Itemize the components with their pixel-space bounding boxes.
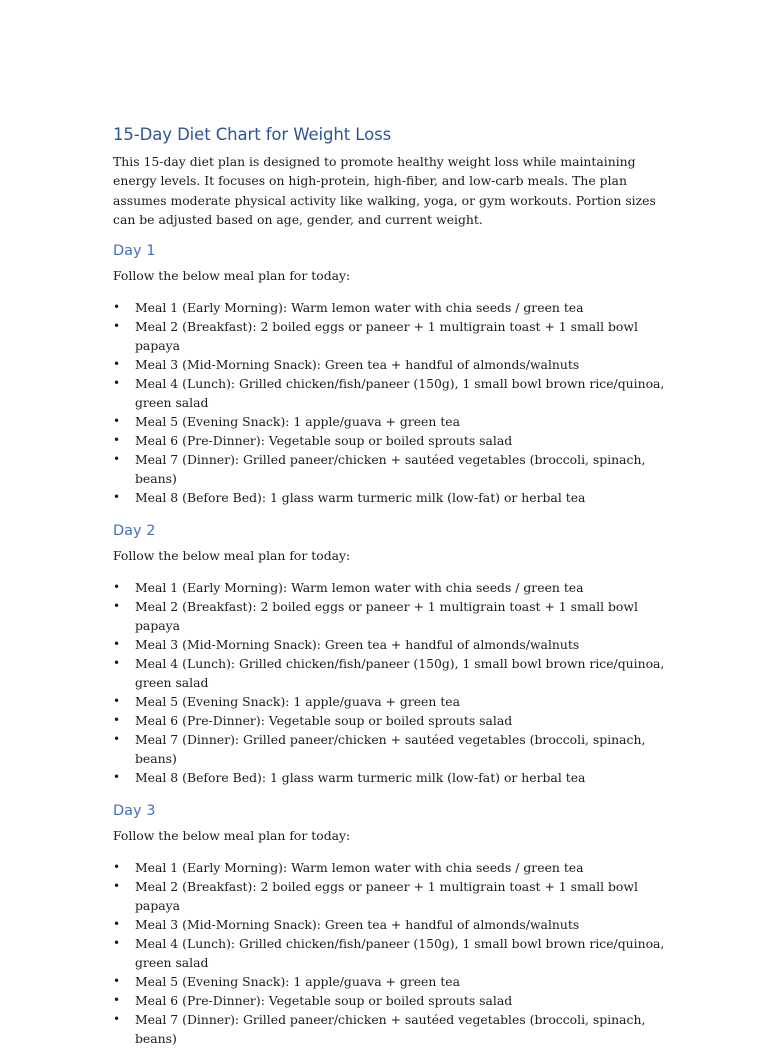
bullet-icon: • [113,414,121,429]
meal-text: Meal 8 (Before Bed): 1 glass warm turmeric milk (low-fat) or herbal tea [135,490,586,506]
bullet-icon: • [113,319,121,334]
list-item [113,597,673,635]
list-item [113,317,673,355]
meal-text: Meal 4 (Lunch): Grilled chicken/fish/paneer (150g), 1 small bowl brown rice/quinoa, green salad [135,656,665,691]
day-section-3 [113,801,673,1048]
list-item [113,972,673,991]
meal-text: Meal 8 (Before Bed): 1 glass warm turmeric milk (low-fat) or herbal tea [135,770,586,786]
bullet-icon: • [113,637,121,652]
meal-text: Meal 2 (Breakfast): 2 boiled eggs or paneer + 1 multigrain toast + 1 small bowl papaya [135,879,638,914]
meal-text: Meal 3 (Mid-Morning Snack): Green tea + handful of almonds/walnuts [135,357,580,373]
list-item [113,915,673,934]
bullet-icon: • [113,713,121,728]
meal-text: Meal 7 (Dinner): Grilled paneer/chicken + sautéed vegetables (broccoli, spinach, beans) [135,1012,646,1047]
bullet-icon: • [113,376,121,391]
intro-paragraph: This 15-day diet plan is designed to promote healthy weight loss while maintaining energy levels. It focuses on high-protein, high-fiber, and low-carb meals. The plan assumes moderate physical activity like walking, yoga, or gym workouts. Portion sizes can be adjusted based on age, gender, and current weight. [113,154,656,227]
meal-text: Meal 7 (Dinner): Grilled paneer/chicken + sautéed vegetables (broccoli, spinach, beans) [135,452,646,487]
list-item [113,692,673,711]
day-intro: Follow the below meal plan for today: [113,548,351,564]
list-item [113,711,673,730]
bullet-icon: • [113,1012,121,1027]
bullet-icon: • [113,936,121,951]
list-item [113,768,673,787]
meal-text: Meal 1 (Early Morning): Warm lemon water with chia seeds / green tea [135,300,584,316]
day-heading: Day 1 [113,243,156,260]
list-item [113,578,673,597]
meal-text: Meal 1 (Early Morning): Warm lemon water with chia seeds / green tea [135,580,584,596]
list-item [113,1010,673,1048]
meal-text: Meal 4 (Lunch): Grilled chicken/fish/paneer (150g), 1 small bowl brown rice/quinoa, green salad [135,376,665,411]
bullet-icon: • [113,599,121,614]
meal-text: Meal 6 (Pre-Dinner): Vegetable soup or boiled sprouts salad [135,433,513,449]
meal-text: Meal 5 (Evening Snack): 1 apple/guava + green tea [135,414,461,430]
bullet-icon: • [113,770,121,785]
day-section-2 [113,521,673,787]
day-intro: Follow the below meal plan for today: [113,828,351,844]
list-item [113,877,673,915]
bullet-icon: • [113,300,121,315]
meal-text: Meal 3 (Mid-Morning Snack): Green tea + handful of almonds/walnuts [135,917,580,933]
bullet-icon: • [113,433,121,448]
list-item [113,858,673,877]
meal-text: Meal 6 (Pre-Dinner): Vegetable soup or boiled sprouts salad [135,993,513,1009]
meal-text: Meal 2 (Breakfast): 2 boiled eggs or paneer + 1 multigrain toast + 1 small bowl papaya [135,599,638,634]
bullet-icon: • [113,694,121,709]
day-section-1 [113,241,673,507]
meal-text: Meal 3 (Mid-Morning Snack): Green tea + handful of almonds/walnuts [135,637,580,653]
list-item [113,730,673,768]
day-heading: Day 2 [113,523,156,540]
meal-text: Meal 7 (Dinner): Grilled paneer/chicken + sautéed vegetables (broccoli, spinach, beans) [135,732,646,767]
meal-list [113,578,673,787]
meal-text: Meal 1 (Early Morning): Warm lemon water with chia seeds / green tea [135,860,584,876]
bullet-icon: • [113,580,121,595]
list-item [113,298,673,317]
bullet-icon: • [113,732,121,747]
list-item [113,654,673,692]
list-item [113,374,673,412]
list-item [113,450,673,488]
meal-text: Meal 6 (Pre-Dinner): Vegetable soup or boiled sprouts salad [135,713,513,729]
bullet-icon: • [113,860,121,875]
list-item [113,934,673,972]
day-intro: Follow the below meal plan for today: [113,268,351,284]
list-item [113,488,673,507]
list-item [113,355,673,374]
list-item [113,635,673,654]
bullet-icon: • [113,974,121,989]
list-item [113,412,673,431]
document-page [113,124,673,1062]
day-heading: Day 3 [113,803,156,820]
meal-text: Meal 5 (Evening Snack): 1 apple/guava + green tea [135,694,461,710]
list-item [113,431,673,450]
meal-text: Meal 4 (Lunch): Grilled chicken/fish/paneer (150g), 1 small bowl brown rice/quinoa, green salad [135,936,665,971]
bullet-icon: • [113,917,121,932]
list-item [113,991,673,1010]
bullet-icon: • [113,879,121,894]
meal-list [113,858,673,1048]
bullet-icon: • [113,656,121,671]
bullet-icon: • [113,490,121,505]
meal-text: Meal 2 (Breakfast): 2 boiled eggs or paneer + 1 multigrain toast + 1 small bowl papaya [135,319,638,354]
meal-text: Meal 5 (Evening Snack): 1 apple/guava + green tea [135,974,461,990]
bullet-icon: • [113,452,121,467]
meal-list [113,298,673,507]
bullet-icon: • [113,993,121,1008]
bullet-icon: • [113,357,121,372]
document-title: 15-Day Diet Chart for Weight Loss [113,125,392,144]
